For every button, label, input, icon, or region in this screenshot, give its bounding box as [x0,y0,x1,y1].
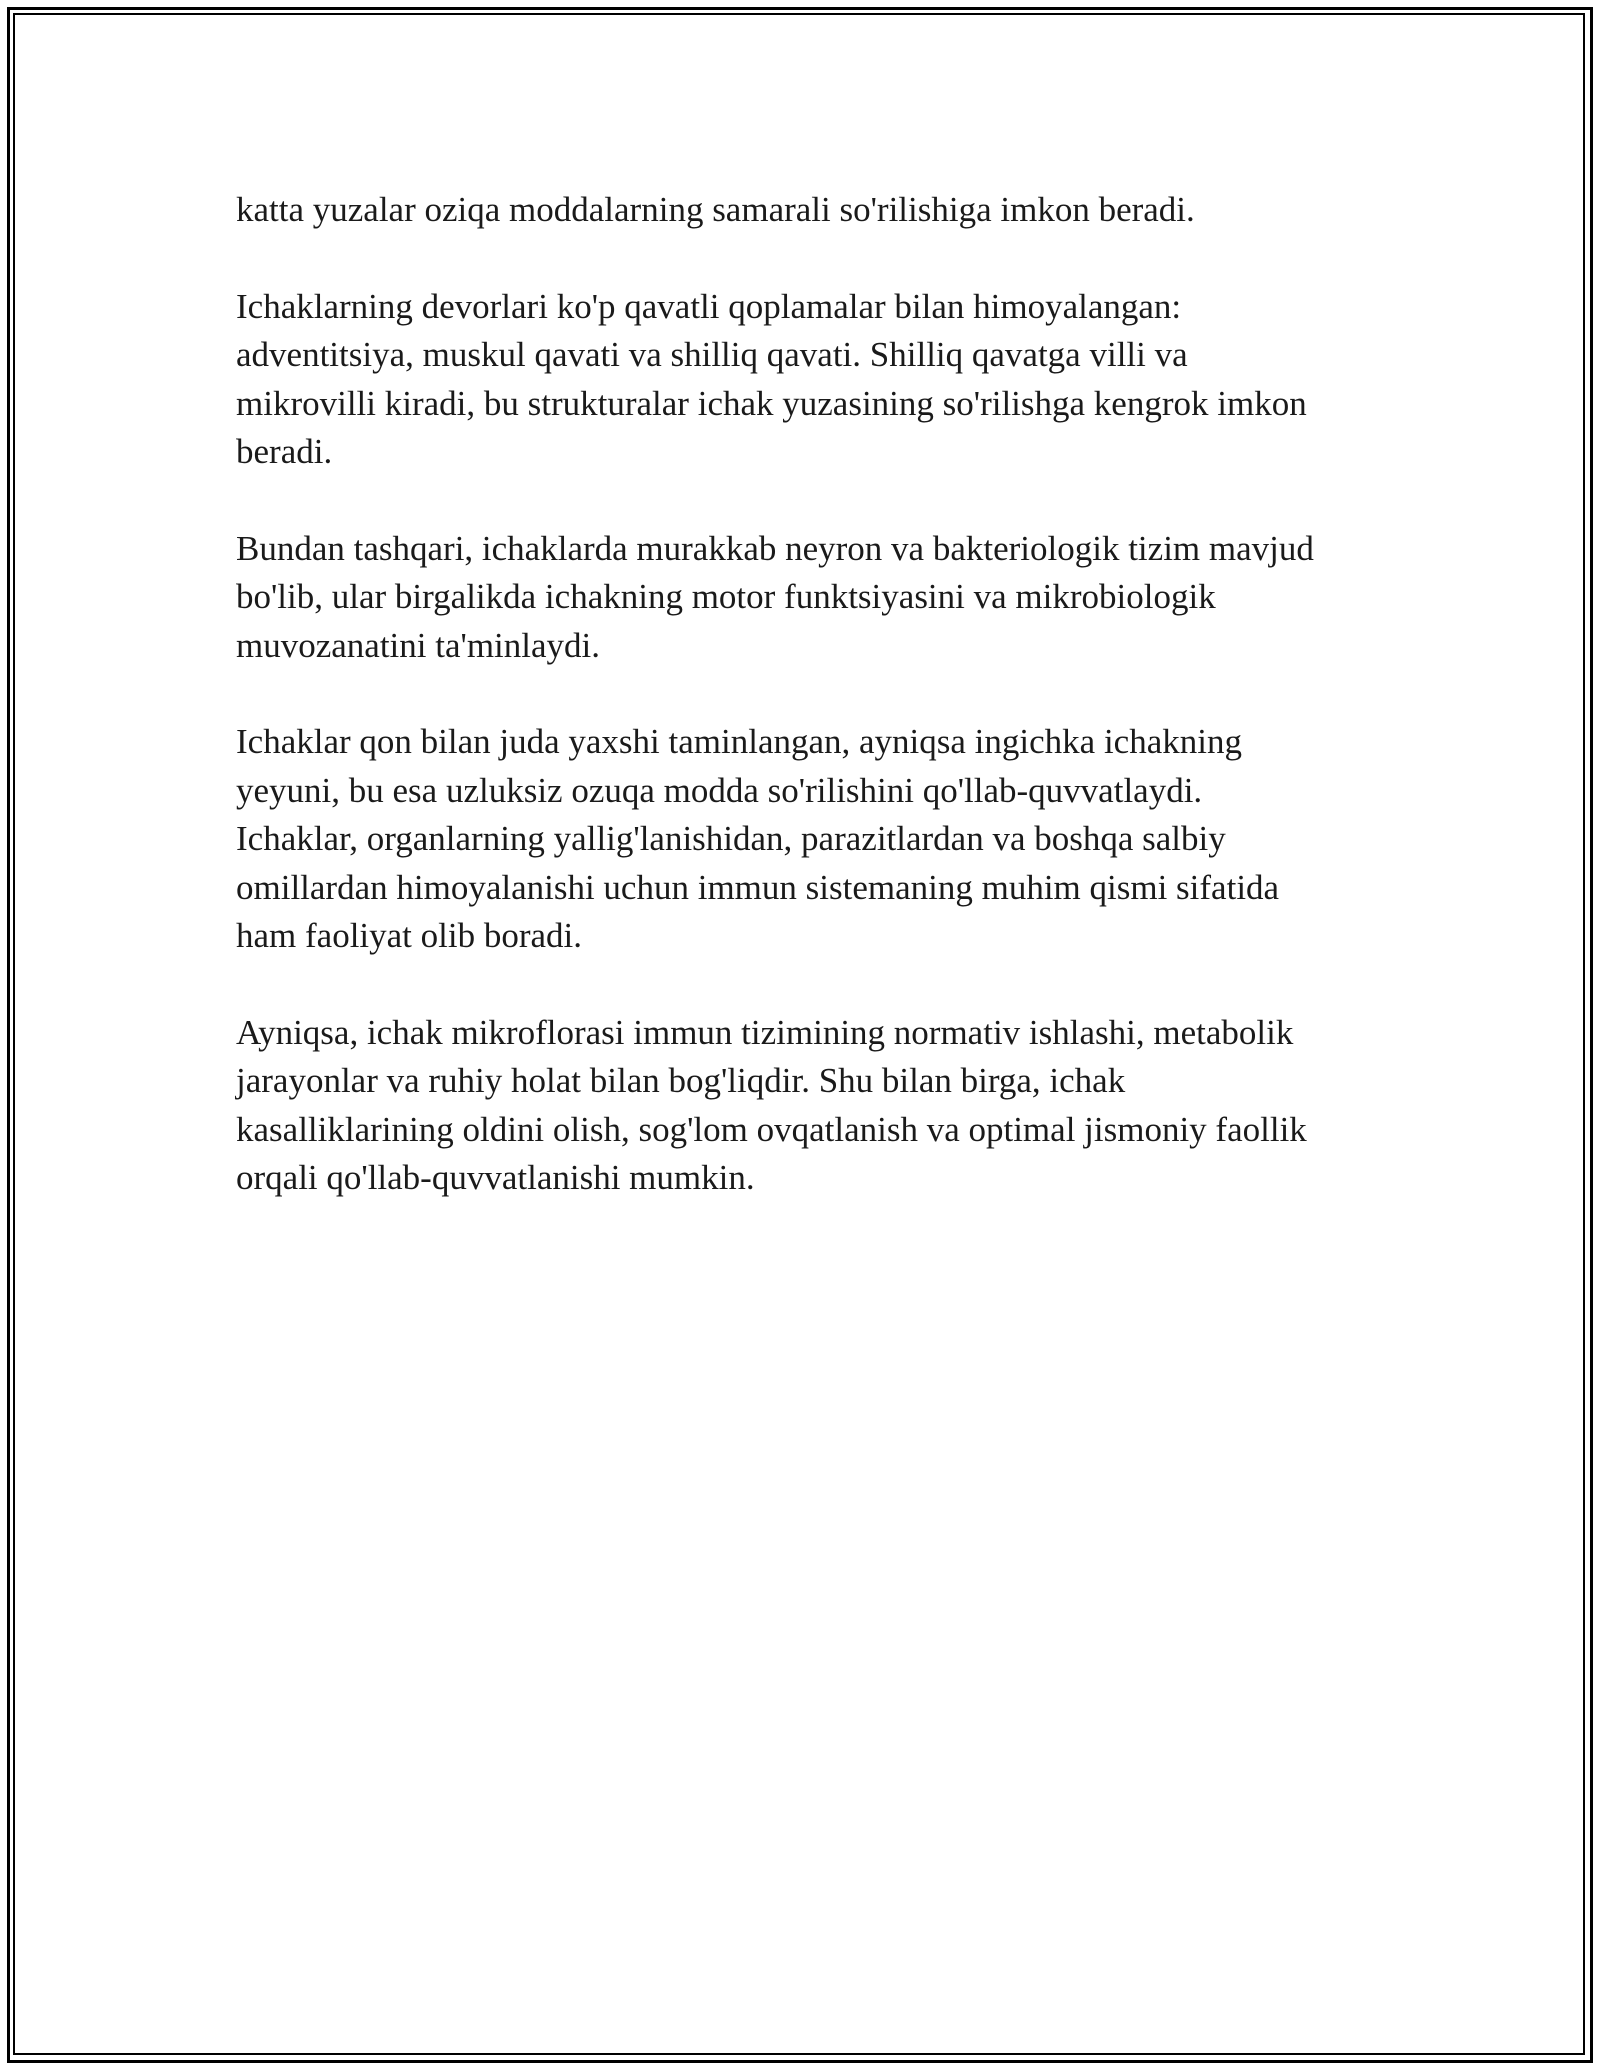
text-line: katta yuzalar oziqa moddalarning samarali so'rilishiga imkon beradi. [236,190,1195,229]
text-line: muvozanatini ta'minlaydi. [236,625,600,665]
paragraph-4 [236,718,1386,961]
text-line: Ayniqsa, ichak mikroflorasi immun tizimining normativ ishlashi, metabolik [236,1012,1294,1052]
text-line: mikrovilli kiradi, bu strukturalar ichak yuzasining so'rilishga kengrok imkon [236,383,1307,423]
text-line: jarayonlar va ruhiy holat bilan bog'liqdir. Shu bilan birga, ichak [236,1061,1126,1100]
text-line: Ichaklar qon bilan juda yaxshi taminlangan, ayniqsa ingichka ichakning [236,722,1242,761]
text-line: Ichaklarning devorlari ko'p qavatli qoplamalar bilan himoyalangan: [236,286,1182,326]
paragraph-5 [236,1009,1386,1203]
document-body [236,186,1386,1251]
paragraph-3 [236,525,1386,671]
paragraph-1 [236,186,1386,235]
paragraph-2 [236,283,1386,477]
text-line: adventitsiya, muskul qavati va shilliq qavati. Shilliq qavatga villi va [236,335,1188,374]
text-line: bo'lib, ular birgalikda ichakning motor funktsiyasini va mikrobiologik [236,577,1216,616]
text-line: ham faoliyat olib boradi. [236,916,583,955]
text-line: kasalliklarining oldini olish, sog'lom ovqatlanish va optimal jismoniy faollik [236,1109,1307,1149]
text-line: yeyuni, bu esa uzluksiz ozuqa modda so'rilishini qo'llab-quvvatlaydi. [236,770,1203,810]
text-line: omillardan himoyalanishi uchun immun sistemaning muhim qismi sifatida [236,867,1280,907]
text-line: beradi. [236,432,333,471]
text-line: Ichaklar, organlarning yallig'lanishidan, parazitlardan va boshqa salbiy [236,819,1226,858]
text-line: orqali qo'llab-quvvatlanishi mumkin. [236,1158,755,1197]
text-line: Bundan tashqari, ichaklarda murakkab neyron va bakteriologik tizim mavjud [236,528,1314,568]
